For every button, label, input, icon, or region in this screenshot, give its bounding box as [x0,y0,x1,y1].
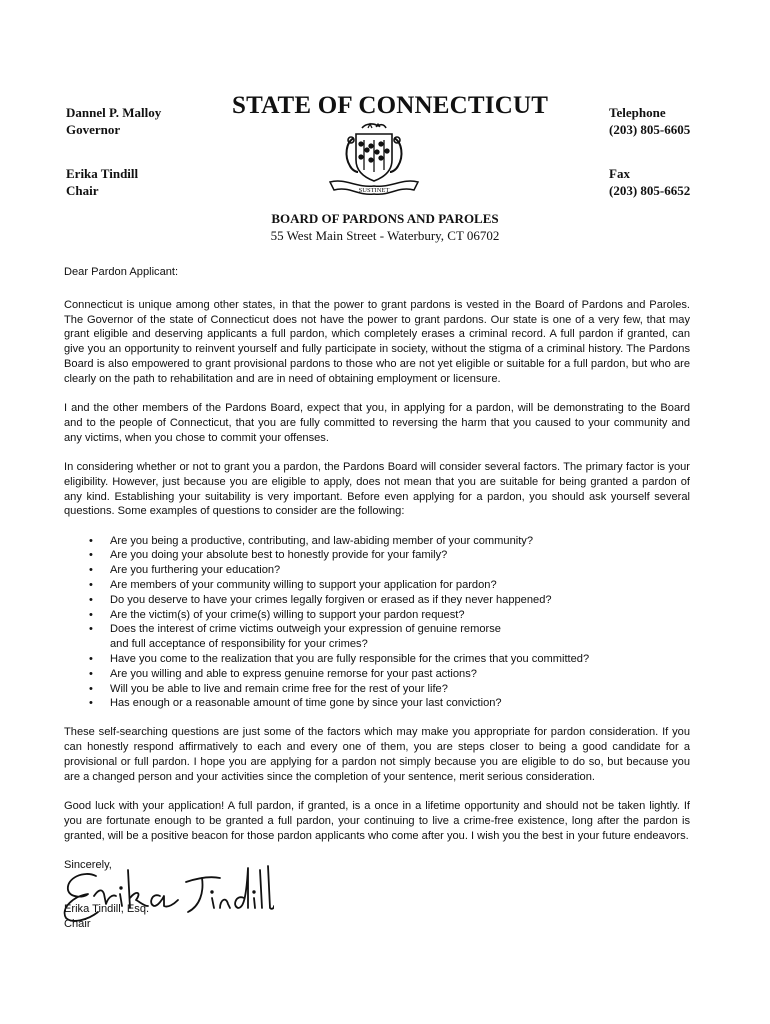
paragraph: In considering whether or not to grant you a pardon, the Pardons Board will consider several factors. The primary factor is your eligibility. However, just because you are eligible to apply, does not mean that you are suitable for being granted a pardon of any kind. Establishing your suitability is very important. Before even applying for a pardon, you should ask yourself several questions. Some examples of questions to consider are the following: [64,460,690,518]
list-item: • Are members of your community willing to support your application for pardon? [110,578,690,593]
board-block [0,210,770,244]
fax-label: Fax [609,166,630,181]
paragraph: Connecticut is unique among other states, in that the power to grant pardons is vested in the Board of Pardons and Paroles. The Governor of the state of Connecticut does not have the power to grant pardons. Our state is one of a very few, that may grant eligible and deserving applicants a full pardon, which completely erases a criminal record. A full pardon if granted, can give you an opportunity to reinvent yourself and fully participate in society, without the stigma of a criminal history. The Pardons Board is also empowered to grant provisional pardons to those who are not yet eligible or suitable for a full pardon, but who are clearly on the path to rehabilitation and are in need of obtaining employment or licensure. [64,298,690,385]
telephone-label: Telephone [609,105,666,120]
list-item: • Are you furthering your education? [110,563,690,578]
governor-title: Governor [66,122,121,137]
governor-name: Dannel P. Malloy [66,105,162,120]
chair-title: Chair [66,183,99,198]
list-item: • Are you being a productive, contributing, and law-abiding member of your community? [110,534,690,549]
chair-name: Erika Tindill [66,166,139,181]
seal-banner-text: SUSTINET [358,187,390,194]
list-item: • Will you be able to live and remain crime free for the rest of your life? [110,682,690,697]
list-item: • Are you doing your absolute best to honestly provide for your family? [110,548,690,563]
header-contact [609,104,690,199]
letterhead-title: STATE OF CONNECTICUT [232,92,549,119]
list-item: • Are the victim(s) of your crime(s) willing to support your pardon request? [110,608,690,623]
list-item [110,622,690,652]
signer-name: Erika Tindill, Esq. [64,902,150,915]
signer-title: Chair [64,917,91,930]
paragraph: These self-searching questions are just some of the factors which may make you appropriate for pardon consideration. If you can honestly respond affirmatively to each and every one of them, you are steps closer to being a good candidate for a provisional or full pardon. I hope you are applying for a pardon not simply because you are eligible to do so, but because you are a changed person and your activities since the completion of your sentence, merit serious consideration. [64,726,690,783]
list-item: • Has enough or a reasonable amount of time gone by since your last conviction? [110,696,690,711]
list-item: • Do you deserve to have your crimes legally forgiven or erased as if they never happened? [110,593,690,608]
fax-number: (203) 805-6652 [609,183,691,198]
list-item-continuation: and full acceptance of responsibility for your crimes? [110,638,368,651]
list-item: • Are you willing and able to express genuine remorse for your past actions? [110,667,690,682]
salutation: Dear Pardon Applicant: [64,266,179,278]
state-seal-icon [326,122,422,205]
header-officials [66,104,161,199]
letter-body [64,265,690,858]
board-address: 55 West Main Street - Waterbury, CT 06702 [270,228,500,243]
handwritten-signature [44,848,274,933]
list-item: • Have you come to the realization that you are fully responsible for the crimes that you committed? [110,652,690,667]
questions-list [64,534,690,712]
paragraph: Good luck with your application! A full pardon, if granted, is a once in a lifetime opportunity and should not be taken lightly. If you are fortunate enough to be granted a full pardon, your continuing to live a crime-free existence, long after the pardon is granted, will be a positive beacon for those pardon applicants who come after you. I wish you the best in your future endeavors. [64,799,690,842]
board-name: BOARD OF PARDONS AND PAROLES [271,211,499,226]
telephone-number: (203) 805-6605 [609,122,691,137]
valediction: Sincerely, [64,859,112,871]
list-item-text: Does the interest of crime victims outweigh your expression of genuine remorse [110,623,501,636]
paragraph: I and the other members of the Pardons Board, expect that you, in applying for a pardon, will be demonstrating to the Board and to the people of Connecticut, that you are fully committed to reversing the harm that you caused to your community and any victims, when you chose to commit your offenses. [64,402,690,444]
